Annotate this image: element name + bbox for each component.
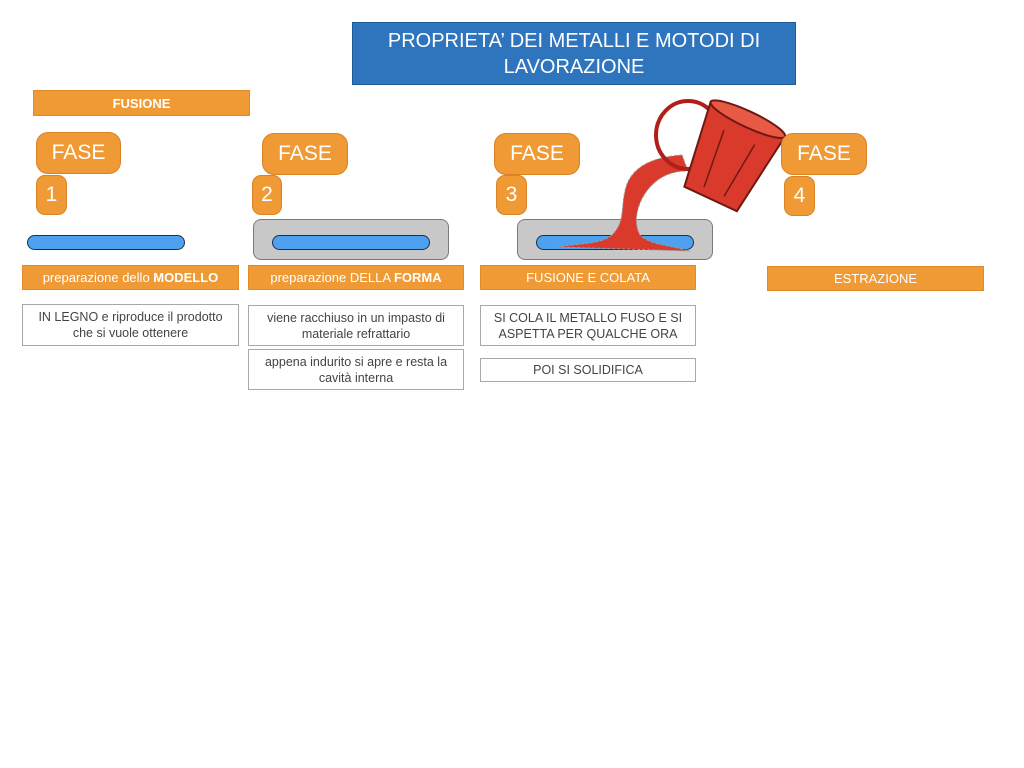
pouring-bucket-icon bbox=[540, 95, 780, 255]
phase-2-number bbox=[252, 175, 282, 215]
phase-1-label-bold: MODELLO bbox=[153, 270, 219, 285]
phase-2-label-prefix: preparazione DELLA bbox=[270, 270, 394, 285]
model-pill bbox=[27, 235, 185, 250]
phase-2-label-bold: FORMA bbox=[393, 270, 442, 285]
phase-3-note-1-text: SI COLA IL METALLO FUSO E SI ASPETTA PER QUALCHE ORA bbox=[493, 310, 683, 341]
page-title-text: PROPRIETA’ DEI METALLI E MOTODI DI LAVORAZIONE bbox=[387, 29, 761, 78]
phase-2-badge bbox=[262, 133, 348, 175]
phase-1-fase-text: FASE bbox=[51, 141, 106, 164]
phase-2-note-2 bbox=[248, 349, 464, 390]
section-label bbox=[33, 90, 250, 116]
phase-3-note-2 bbox=[480, 358, 696, 382]
phase-1-label bbox=[22, 265, 239, 290]
phase-3-fase-text: FASE bbox=[510, 142, 564, 165]
phase-2-note-2-text: appena indurito si apre e resta la cavità interna bbox=[264, 354, 448, 385]
phase-2-number-text: 2 bbox=[261, 183, 273, 206]
phase-4-fase-text: FASE bbox=[797, 142, 851, 165]
phase-2-fase-text: FASE bbox=[278, 142, 332, 165]
phase-3-label-prefix: FUSIONE E COLATA bbox=[526, 270, 650, 285]
phase-3-label bbox=[480, 265, 696, 290]
phase-1-number-text: 1 bbox=[45, 183, 58, 206]
section-label-text: FUSIONE bbox=[112, 95, 171, 111]
phase-4-badge bbox=[781, 133, 867, 175]
phase-1-label-prefix: preparazione dello bbox=[42, 270, 154, 285]
phase-1-note-1-text: IN LEGNO e riproduce il prodotto che si vuole ottenere bbox=[38, 310, 223, 340]
page-title bbox=[352, 22, 796, 85]
phase-1-note-1 bbox=[22, 304, 239, 346]
phase-2-label bbox=[248, 265, 464, 290]
phase-3-number-text: 3 bbox=[505, 183, 518, 206]
phase-1-badge bbox=[36, 132, 121, 174]
phase-4-label bbox=[767, 266, 984, 291]
phase-4-number-text: 4 bbox=[793, 184, 806, 207]
phase-1-number bbox=[36, 175, 67, 215]
phase-2-note-1-text: viene racchiuso in un impasto di materiale refrattario bbox=[267, 310, 445, 341]
phase-3-note-2-text: POI SI SOLIDIFICA bbox=[533, 363, 643, 377]
phase-4-number bbox=[784, 176, 815, 216]
phase-3-number bbox=[496, 175, 527, 215]
phase-2-pill bbox=[272, 235, 430, 250]
phase-3-note-1 bbox=[480, 305, 696, 346]
phase-4-label-prefix: ESTRAZIONE bbox=[833, 271, 918, 286]
molten-metal-stream bbox=[558, 155, 690, 251]
phase-2-note-1 bbox=[248, 305, 464, 346]
